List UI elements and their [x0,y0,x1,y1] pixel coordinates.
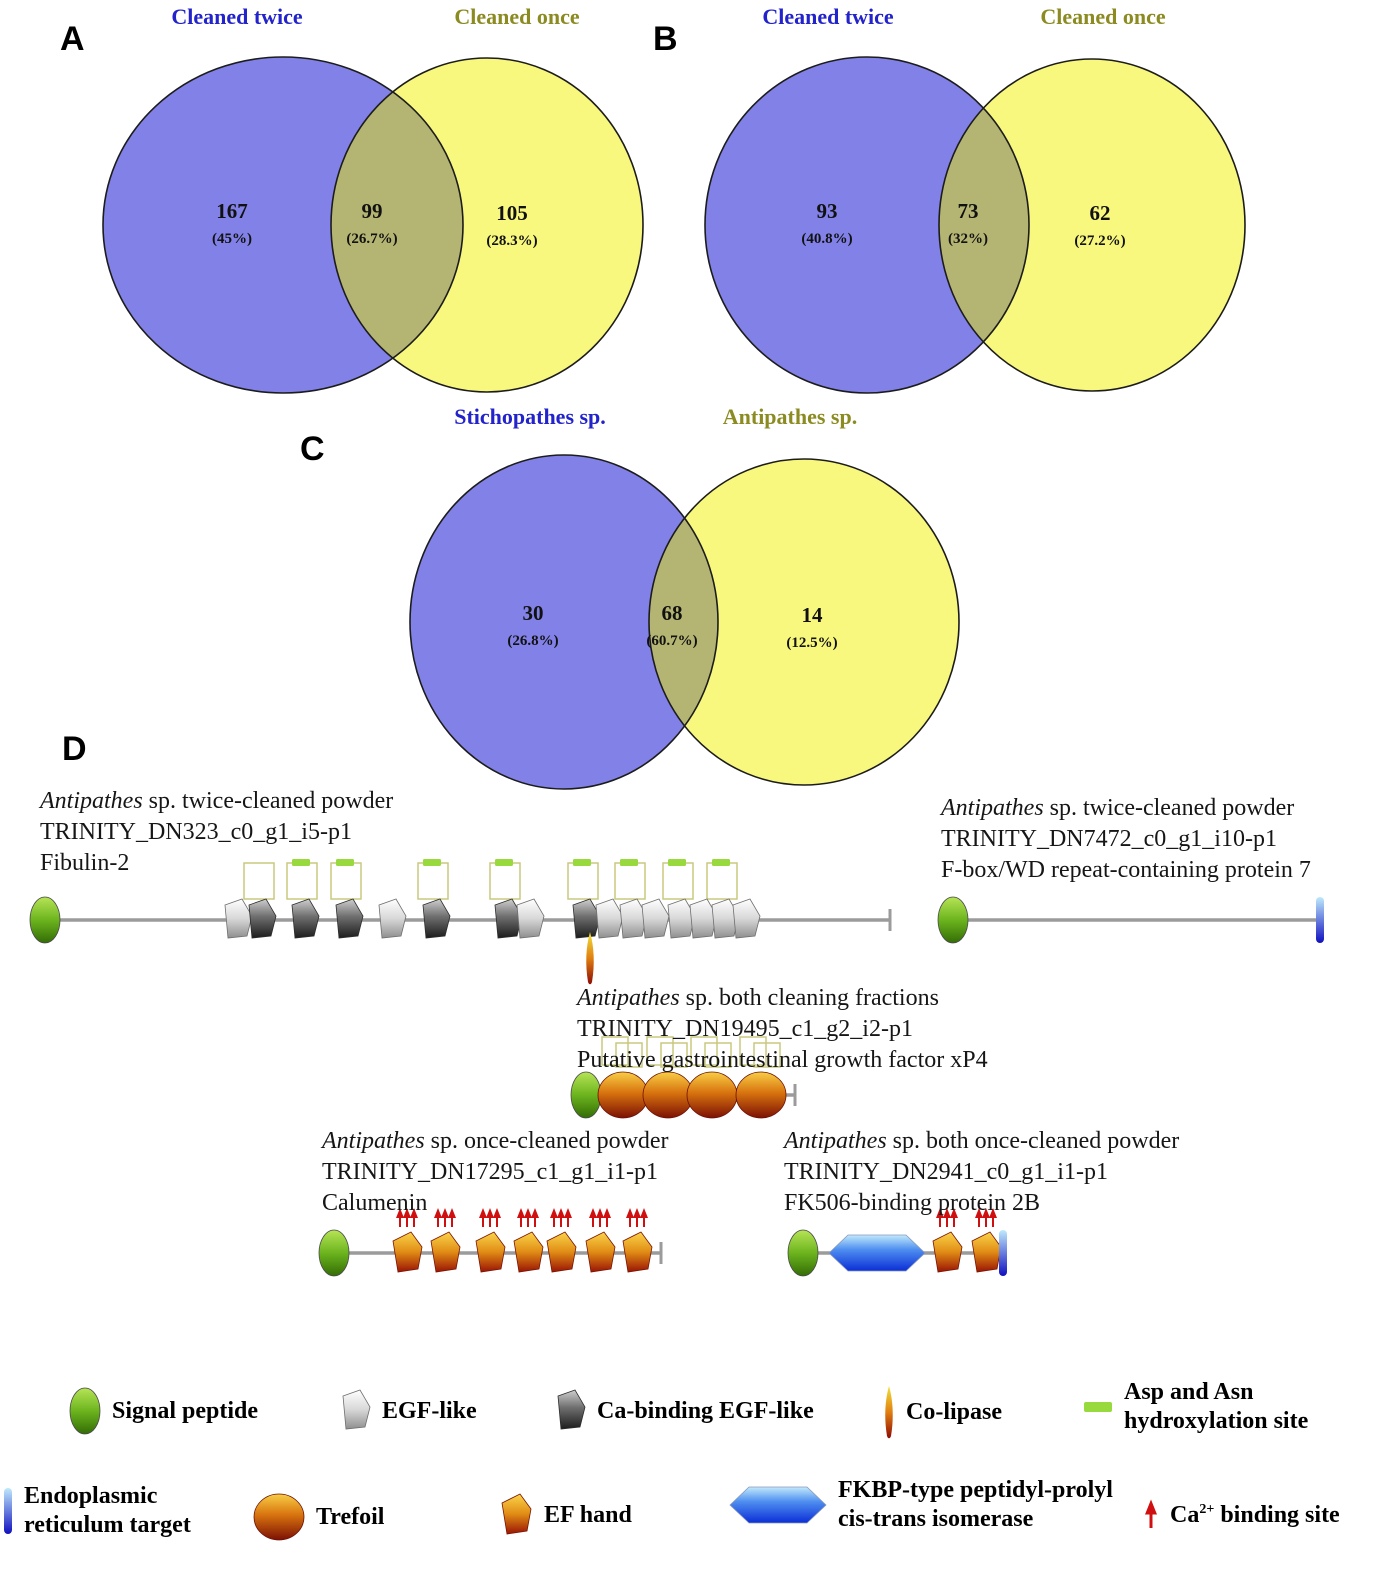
protein-block-fibulin2 [40,786,393,879]
ef-hand-icon [547,1232,576,1272]
sample-desc: sp. both once-cleaned powder [886,1128,1180,1154]
trefoil-icon [598,1072,648,1118]
legend-label: Trefoil [316,1503,385,1530]
sample-desc: sp. twice-cleaned powder [142,788,394,814]
venn-b-right-pct: (27.2%) [1074,233,1126,249]
ef-hand-icon [476,1232,505,1272]
venn-a-right-title: Cleaned once [454,4,580,29]
venn-diagram-b [655,0,1275,400]
venn-c-overlap-count: 68 [661,601,683,625]
legend-item-trefoil [252,1492,384,1542]
fkbp-isomerase-icon [829,1235,925,1271]
ef-hand-icon [431,1232,460,1272]
venn-c-right-pct: (12.5%) [786,635,838,651]
venn-b-overlap-pct: (32%) [948,231,988,247]
transcript-id: TRINITY_DN2941_c0_g1_i1-p1 [784,1159,1108,1185]
venn-a-right-count: 105 [496,201,528,225]
panel-label-d: D [62,730,87,768]
venn-a-left-count: 167 [216,199,248,223]
venn-a-left-title: Cleaned twice [171,4,303,29]
ef-hand-icon [498,1492,534,1538]
ef-hand-icon [393,1232,422,1272]
legend-label: FKBP-type peptidyl-prolyl cis-trans isomerase [838,1477,1113,1532]
ef-hand-icon [623,1232,652,1272]
ef-hand-icon [972,1232,1001,1272]
er-target-icon [1316,897,1324,943]
transcript-id: TRINITY_DN323_c0_g1_i5-p1 [40,819,352,845]
legend-label: $Ca^{2+}$ binding site [1170,1501,1340,1528]
legend-label: Signal peptide [112,1397,259,1424]
protein-block-fbox [941,793,1311,886]
protein-name: Calumenin [322,1190,428,1216]
transcript-id: TRINITY_DN17295_c1_g1_i1-p1 [322,1159,658,1185]
venn-b-left-pct: (40.8%) [801,231,853,247]
ca-binding-egf-like-icon [423,899,450,938]
ca-binding-egf-like-icon [553,1388,587,1434]
sample-desc: sp. both cleaning fractions [679,985,939,1011]
protein-name: F-box/WD repeat-containing protein 7 [941,857,1311,883]
legend-label: Ca-binding EGF-like [597,1397,814,1424]
venn-a-right-pct: (28.3%) [486,233,538,249]
venn-c-left-title: Stichopathes sp. [454,404,606,429]
species-name: Antipathes [40,788,143,814]
legend-label: EF hand [544,1501,632,1528]
venn-b-left-title: Cleaned twice [762,4,894,29]
er-target-icon [2,1486,14,1536]
co-lipase-icon [586,932,593,984]
venn-c-right-count: 14 [801,603,823,627]
protein-block-calumenin [322,1126,669,1219]
venn-b-right-title: Cleaned once [1040,4,1166,29]
hydroxylation-site-icon [668,859,686,866]
hydroxylation-bracket [418,863,448,899]
hydroxylation-bracket [707,863,737,899]
venn-a-overlap-pct: (26.7%) [346,231,398,247]
species-name: Antipathes [941,795,1044,821]
hydroxylation-bracket [615,863,645,899]
venn-diagram-c [285,398,985,800]
egf-like-icon [642,899,669,938]
trefoil-icon [687,1072,737,1118]
legend-item-er-target [2,1482,239,1540]
legend-label: Asp and Asn hydroxylation site [1124,1379,1309,1434]
trefoil-icon [736,1072,786,1118]
signal-peptide-icon [68,1386,102,1436]
hydroxylation-site-icon [620,859,638,866]
ef-hand-icon [586,1232,615,1272]
hydroxylation-site-icon [423,859,441,866]
hydroxylation-site-icon [1082,1401,1114,1413]
protein-name: Putative gastrointestinal growth factor xP4 [577,1047,988,1073]
hydroxylation-bracket [490,863,520,899]
species-name: Antipathes [322,1128,425,1154]
hydroxylation-bracket [663,863,693,899]
legend-item-egf-like [338,1388,477,1434]
egf-like-icon [517,899,544,938]
venn-c-overlap-pct: (60.7%) [646,633,698,649]
venn-b-overlap-count: 73 [957,199,979,223]
venn-diagram-a [60,0,660,400]
protein-block-fk506 [784,1126,1179,1219]
panel-label-b: B [653,20,678,58]
hydroxylation-bracket [568,863,598,899]
venn-c-left-count: 30 [522,601,544,625]
signal-peptide-icon [30,897,60,943]
signal-peptide-icon [319,1230,349,1276]
venn-a-overlap-count: 99 [361,199,383,223]
hydroxylation-site-icon [495,859,513,866]
ca-binding-egf-like-icon [249,899,276,938]
legend-label: EGF-like [382,1397,477,1424]
signal-peptide-icon [938,897,968,943]
transcript-id: TRINITY_DN7472_c0_g1_i10-p1 [941,826,1277,852]
legend-label: Endoplasmic reticulum target [24,1483,191,1538]
transcript-id: TRINITY_DN19495_c1_g2_i2-p1 [577,1016,913,1042]
trefoil-icon [252,1492,306,1542]
egf-like-icon [733,899,760,938]
egf-like-icon [596,899,623,938]
fkbp-isomerase-icon [728,1485,828,1525]
hydroxylation-site-icon [573,859,591,866]
egf-like-icon [379,899,406,938]
ca-binding-egf-like-icon [292,899,319,938]
sample-desc: sp. twice-cleaned powder [1043,795,1295,821]
legend-item-ca-binding-egf-like [553,1388,814,1434]
legend-label: Co-lipase [906,1398,1002,1425]
protein-name: Fibulin-2 [40,850,130,876]
ca-binding-site-icon [1142,1498,1160,1532]
protein-name: FK506-binding protein 2B [784,1190,1040,1216]
legend-item-hydroxylation-site [1082,1378,1379,1436]
signal-peptide-icon [571,1072,601,1118]
venn-c-left-pct: (26.8%) [507,633,559,649]
species-name: Antipathes [577,985,680,1011]
venn-b-right-count: 62 [1089,201,1111,225]
legend-item-ef-hand [498,1492,632,1538]
ca-binding-egf-like-icon [336,899,363,938]
venn-a-left-pct: (45%) [212,231,252,247]
venn-b-left-count: 93 [816,199,838,223]
co-lipase-icon [882,1384,896,1440]
species-name: Antipathes [784,1128,887,1154]
sample-desc: sp. once-cleaned powder [424,1128,669,1154]
protein-block-xp4 [577,983,988,1076]
er-target-icon [999,1230,1007,1276]
legend-item-fkbp-isomerase [728,1476,1116,1534]
signal-peptide-icon [788,1230,818,1276]
venn-c-right-title: Antipathes sp. [722,404,858,429]
egf-like-icon [225,899,252,938]
ef-hand-icon [933,1232,962,1272]
panel-label-c: C [300,430,325,468]
legend-item-signal-peptide [68,1386,258,1436]
egf-like-icon [338,1388,372,1434]
ef-hand-icon [514,1232,543,1272]
panel-label-a: A [60,20,85,58]
legend-item-co-lipase [882,1384,1002,1440]
hydroxylation-site-icon [712,859,730,866]
trefoil-icon [643,1072,693,1118]
legend-item-ca-binding-site [1142,1498,1340,1532]
